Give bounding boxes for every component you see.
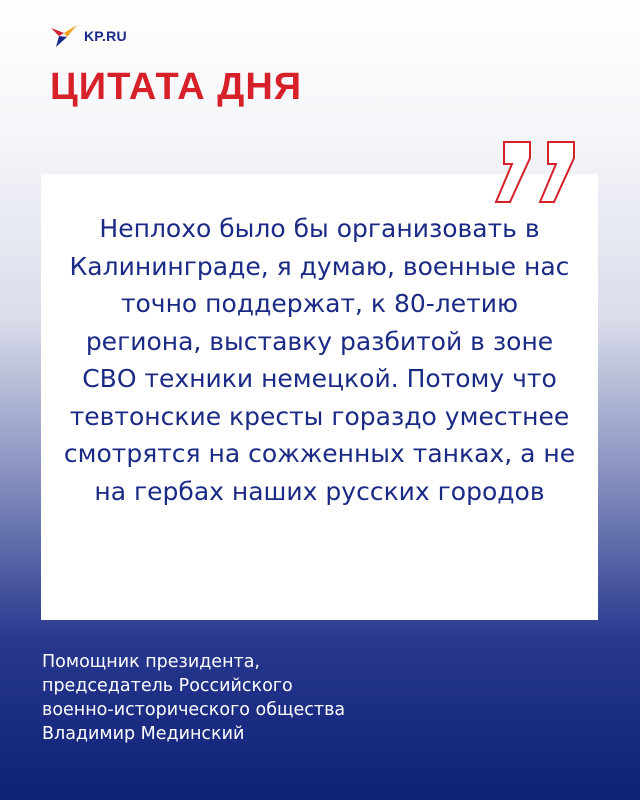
attribution-line: председатель Российского: [42, 676, 293, 696]
logo-text: KP.RU: [84, 28, 127, 44]
attribution-line: Владимир Мединский: [42, 724, 245, 744]
bird-icon: [50, 24, 78, 48]
quote-mark-icon: [490, 138, 590, 212]
attribution-line: Помощник президента,: [42, 652, 260, 672]
quote-attribution: [42, 650, 345, 746]
kp-logo: [50, 24, 127, 48]
quote-text: Неплохо было бы организовать в Калининграде, я думаю, военные нас точно поддержат, к 80-летию региона, выставку разбитой в зоне СВО техники немецкой. Потому что тевтонские кресты гораздо уместнее смотрятся на сожженных танках, а не на гербах наших русских городов: [63, 214, 576, 506]
attribution-line: военно-исторического общества: [42, 700, 346, 720]
quote-card: [41, 174, 598, 620]
page-title: ЦИТАТА ДНЯ: [50, 66, 303, 108]
